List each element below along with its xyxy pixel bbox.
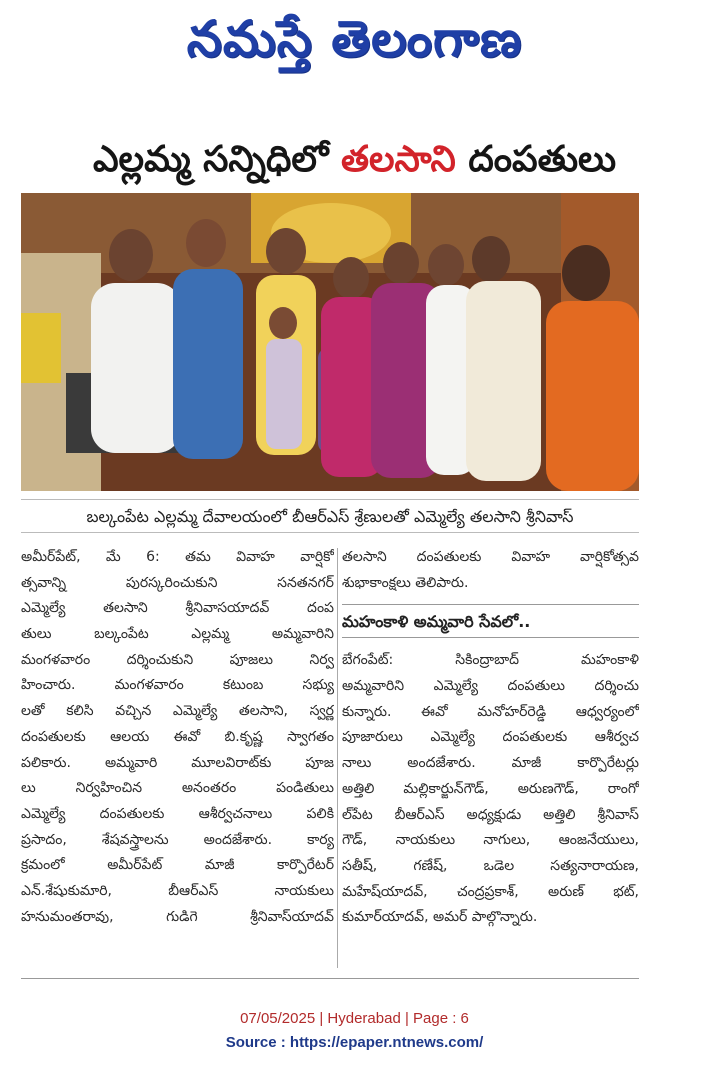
body-line: క్రమంలో అమీర్‌పేట్ మాజీ కార్పొరేటర్ bbox=[21, 857, 334, 874]
body-line: త్సవాన్ని పురస్కరించుకుని సనతనగర్ bbox=[21, 574, 334, 591]
bottom-divider bbox=[21, 978, 639, 979]
body-line: గౌడ్, నాయకులు నాగులు, ఆంజనేయులు, bbox=[342, 832, 639, 849]
body-line: నాలు అందజేశారు. మాజీ కార్పొరేటర్లు bbox=[342, 755, 639, 772]
body-line: హించారు. మంగళవారం కటుంబ సభ్యు bbox=[21, 677, 334, 694]
headline-highlight: తలసాని bbox=[340, 139, 456, 180]
body-line: ఎన్.శేషుకుమారి, బీఆర్ఎస్ నాయకులు bbox=[21, 882, 334, 899]
body-line: అమీర్‌పేట్, మే 6: తమ వివాహ వార్షికో bbox=[21, 549, 334, 565]
body-line: లతో కలిసి వచ్చిన ఎమ్మెల్యే తలసాని, స్వర్ణ bbox=[21, 703, 334, 720]
newspaper-masthead: నమస్తే తెలంగాణ bbox=[186, 10, 523, 68]
article-body-left-column bbox=[21, 545, 334, 970]
body-line: కున్నారు. ఈవో మనోహర్‌రెడ్డి ఆధ్వర్యంలో bbox=[342, 703, 639, 720]
body-line: మహేష్‌యాదవ్, చంద్రప్రకాశ్, అరుణ్ భట్, bbox=[342, 883, 639, 900]
article-photo bbox=[21, 193, 639, 491]
sub-headline: మహంకాళి అమ్మవారి సేవలో.. bbox=[342, 604, 639, 638]
photo-caption: బల్కంపేట ఎల్లమ్మ దేవాలయంలో బీఆర్ఎస్ శ్రేణులతో ఎమ్మెల్యే తలసాని శ్రీనివాస్ bbox=[21, 499, 639, 533]
body-line: అత్తిలి మల్లికార్జున్‌గౌడ్, అరుణగౌడ్, రాంగో bbox=[342, 780, 639, 797]
footer-source-link[interactable]: Source : https://epaper.ntnews.com/ bbox=[225, 1034, 484, 1051]
body-line: పూజారులు ఎమ్మెల్యే దంపతులకు ఆశీర్వచ bbox=[342, 729, 639, 746]
body-line: దంపతులకు ఆలయ ఈవో బి.కృష్ణ స్వాగతం bbox=[21, 728, 334, 745]
headline-part-2: దంపతులు bbox=[455, 139, 617, 180]
body-line: పలికారు. అమ్మవారి మూలవిరాట్‌కు పూజ bbox=[21, 754, 334, 771]
body-line: బేగంపేట్: సికింద్రాబాద్ మహంకాళి bbox=[342, 652, 639, 669]
body-line: ఎమ్మెల్యే దంపతులకు ఆశీర్వచనాలు పలికి bbox=[21, 805, 334, 822]
body-line: శుభాకాంక్షలు తెలిపారు. bbox=[342, 574, 469, 591]
body-line: సతీష్, గణేష్, ఒడెల సత్యనారాయణ, bbox=[342, 857, 639, 874]
body-line: తులు బల్కంపేట ఎల్లమ్మ అమ్మవారిని bbox=[21, 626, 334, 643]
spacer bbox=[342, 638, 639, 648]
column-divider bbox=[337, 548, 338, 968]
body-line: మంగళవారం దర్శించుకుని పూజలు నిర్వ bbox=[21, 651, 334, 668]
footer-date-line: 07/05/2025 | Hyderabad | Page : 6 bbox=[240, 1010, 469, 1027]
body-line: తలసాని దంపతులకు వివాహ వార్షికోత్సవ bbox=[342, 549, 639, 565]
body-line: ప్రసాదం, శేషవస్త్రాలను అందజేశారు. కార్య bbox=[21, 831, 334, 848]
temple-crowd-photo bbox=[21, 193, 639, 491]
body-line: అమ్మవారిని ఎమ్మెల్యే దంపతులు దర్శించు bbox=[342, 678, 639, 695]
body-line: హనుమంతరావు, గుడిగె శ్రీనివాస్‌యాదవ్ bbox=[21, 908, 334, 925]
headline-part-1: ఎల్లమ్మ సన్నిధిలో bbox=[92, 139, 341, 180]
body-line: ఎమ్మెల్యే తలసాని శ్రీనివాసయాదవ్ దంప bbox=[21, 600, 334, 617]
body-line: లు నిర్వహించిన అనంతరం పండితులు bbox=[21, 780, 334, 797]
article-headline bbox=[0, 130, 709, 190]
body-line: ల్‌పేట బీఆర్ఎస్ అధ్యక్షుడు అత్తిలి శ్రీనివాస్ bbox=[342, 806, 639, 823]
body-line: కుమార్‌యాదవ్, అమర్ పాల్గొన్నారు. bbox=[342, 909, 538, 926]
article-body-right-column bbox=[342, 545, 639, 970]
